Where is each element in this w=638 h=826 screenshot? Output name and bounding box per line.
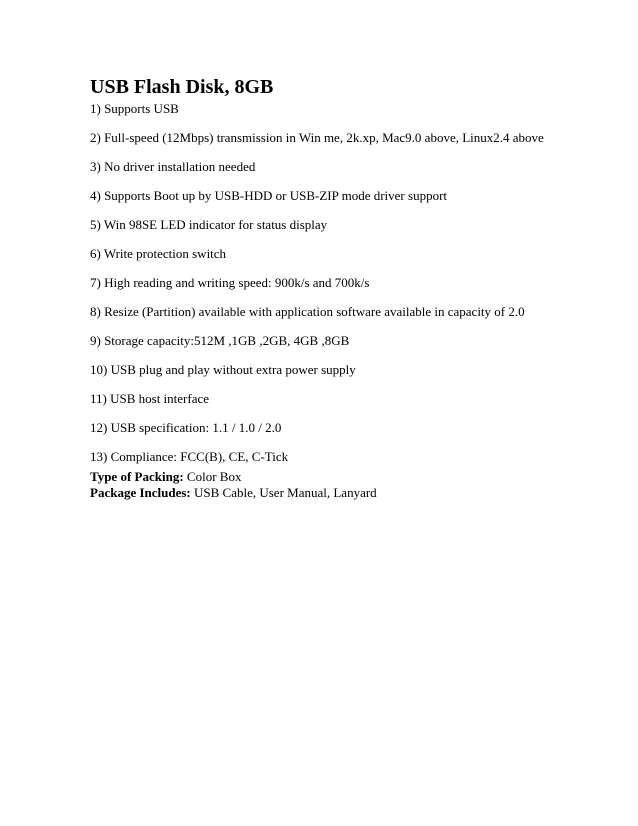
feature-item-8: 8) Resize (Partition) available with application software available in capacity of 2.0 <box>90 304 525 319</box>
feature-item-11: 11) USB host interface <box>90 391 210 406</box>
feature-item-2: 2) Full-speed (12Mbps) transmission in Win me, 2k.xp, Mac9.0 above, Linux2.4 above <box>90 130 544 145</box>
packing-type-row <box>90 469 600 485</box>
feature-item-1: 1) Supports USB <box>90 101 179 116</box>
feature-item-10: 10) USB plug and play without extra power supply <box>90 362 356 377</box>
feature-item-12: 12) USB specification: 1.1 / 1.0 / 2.0 <box>90 420 282 435</box>
feature-item-4: 4) Supports Boot up by USB-HDD or USB-ZIP mode driver support <box>90 188 448 203</box>
package-includes-row <box>90 485 600 501</box>
feature-item-6: 6) Write protection switch <box>90 246 227 261</box>
document-page <box>90 76 600 501</box>
feature-item-9: 9) Storage capacity:512M ,1GB ,2GB, 4GB ,8GB <box>90 333 350 348</box>
packing-type-value: Color Box <box>183 469 242 484</box>
feature-item-3: 3) No driver installation needed <box>90 159 256 174</box>
feature-list <box>90 101 600 464</box>
package-includes-value: USB Cable, User Manual, Lanyard <box>190 485 377 500</box>
packing-type-label: Type of Packing: <box>90 469 184 484</box>
feature-item-13: 13) Compliance: FCC(B), CE, C-Tick <box>90 449 289 464</box>
feature-item-5: 5) Win 98SE LED indicator for status display <box>90 217 328 232</box>
package-includes-label: Package Includes: <box>90 485 191 500</box>
document-title: USB Flash Disk, 8GB <box>90 76 274 98</box>
feature-item-7: 7) High reading and writing speed: 900k/s and 700k/s <box>90 275 370 290</box>
